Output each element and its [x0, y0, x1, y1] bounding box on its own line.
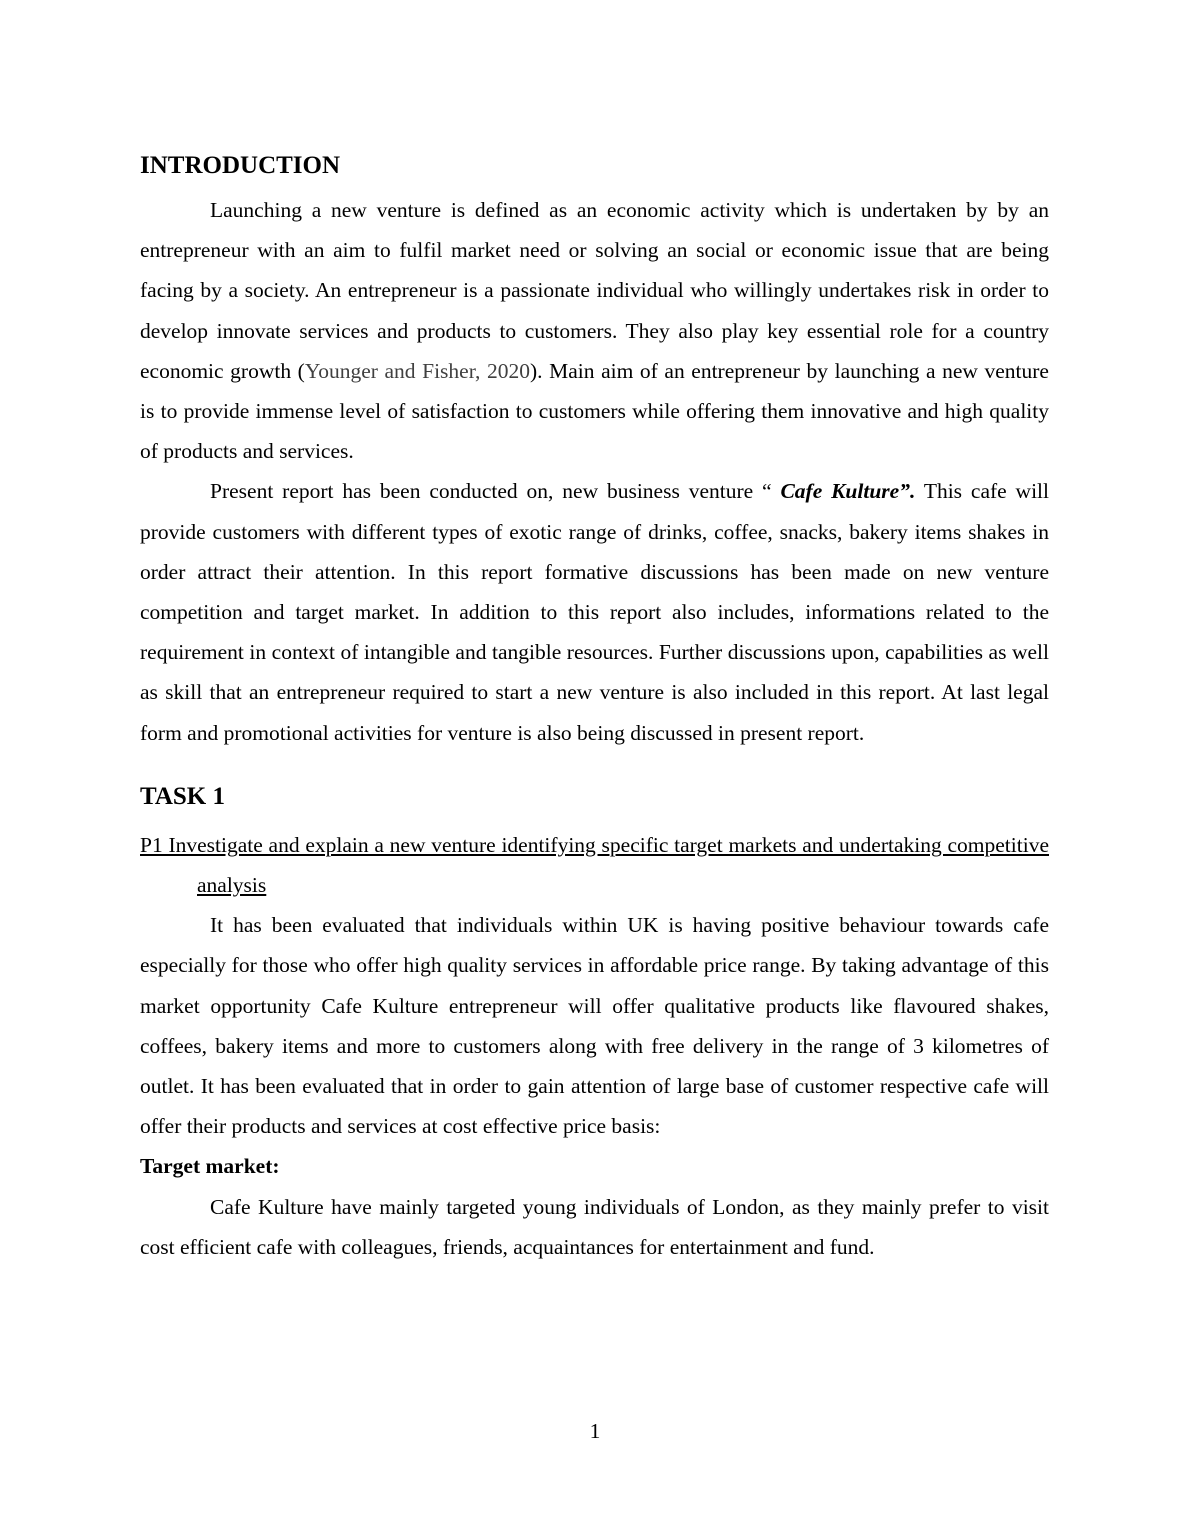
document-body [140, 148, 1049, 1267]
task-1-heading: TASK 1 [140, 782, 225, 810]
target-market-paragraph: Cafe Kulture have mainly targeted young individuals of London, as they mainly prefer to visit cost efficient cafe with colleagues, friends, acquaintances for entertainment and fund. [140, 1194, 1049, 1259]
introduction-heading: INTRODUCTION [140, 152, 341, 179]
intro-paragraph-2 [140, 471, 1049, 752]
intro-paragraph-2-text-b: This cafe will provide customers with different types of exotic range of drinks, coffee, snacks, bakery items shakes in order attract their attention. In this report formative discussions has been made on new venture competition and target market. In addition to this report also includes, informations related to the requirement in context of intangible and tangible resources. Further discussions upon, capabilities as well as skill that an entrepreneur required to start a new venture is also included in this report. At last legal form and promotional activities for venture is also being discussed in present report. [140, 479, 1050, 745]
page-number: 1 [589, 1419, 601, 1443]
intro-paragraph-1-text-a: Launching a new venture is defined as an economic activity which is undertaken by by an entrepreneur with an aim to fulfil market need or solving an social or economic issue that are being facing by a society. An entrepreneur is a passionate individual who willingly undertakes risk in order to develop innovate services and products to customers. They also play key essential role for a country economic growth ( [140, 198, 1049, 383]
target-market-label: Target market: [140, 1154, 280, 1179]
intro-paragraph-1 [140, 190, 1049, 471]
intro-paragraph-2-text-a: Present report has been conducted on, new business venture “ [210, 479, 781, 504]
venture-name: Cafe Kulture”. [780, 479, 916, 504]
p1-subheading: P1 Investigate and explain a new venture identifying specific target markets and undertaking competitive analysis [140, 832, 1049, 898]
intro-paragraph-1-text-b: ). Main aim of an entrepreneur by launching a new venture is to provide immense level of satisfaction to customers while offering them innovative and high quality of products and services. [140, 358, 1049, 464]
task-paragraph-1: It has been evaluated that individuals within UK is having positive behaviour towards cafe especially for those who offer high quality services in affordable price range. By taking advantage of this market opportunity Cafe Kulture entrepreneur will offer qualitative products like flavoured shakes, coffees, bakery items and more to customers along with free delivery in the range of 3 kilometres of outlet. It has been evaluated that in order to gain attention of large base of customer respective cafe will offer their products and services at cost effective price basis: [140, 913, 1049, 1139]
citation: Younger and Fisher, 2020 [304, 358, 530, 383]
